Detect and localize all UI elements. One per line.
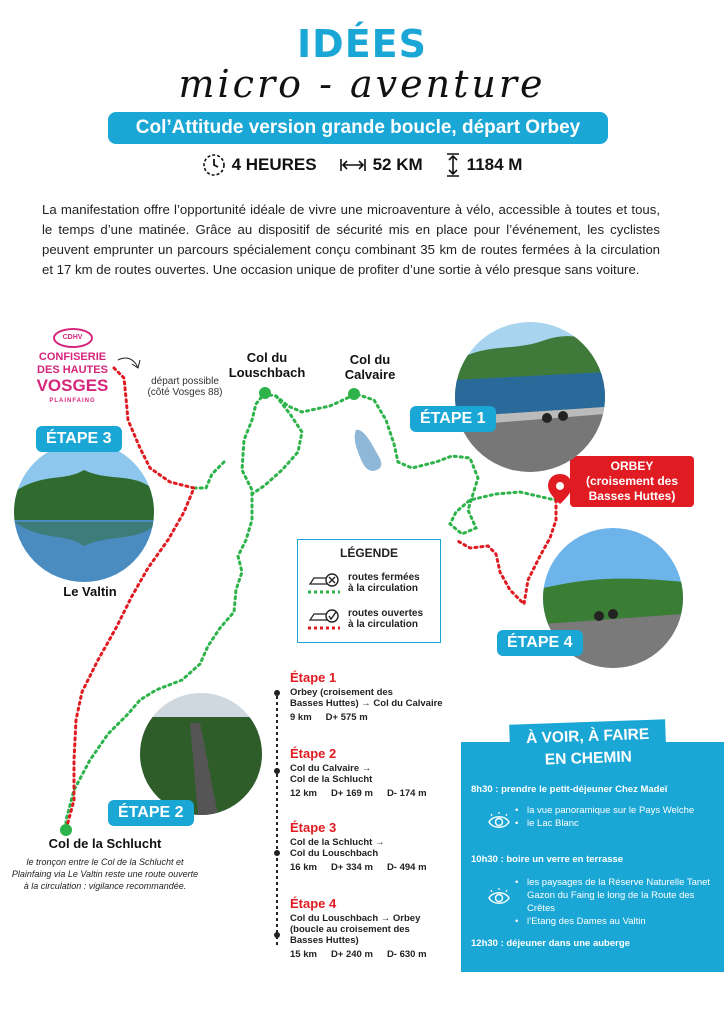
- step-route: Col du Louschbach → Orbey (boucle au croisement des Basses Huttes): [290, 913, 421, 946]
- todo-item: • la vue panoramique sur le Pays Welche: [515, 804, 715, 817]
- car-check-icon: [306, 606, 342, 632]
- step-km: 12 km: [290, 788, 317, 799]
- step-km: 15 km: [290, 949, 317, 960]
- logo-mark: CDHV: [53, 328, 93, 348]
- intro-paragraph: La manifestation offre l’opportunité idéale de vivre une microaventure à vélo, accessible à toutes et tous, le temps d’une matinée. Grâce au dispositif de sécurité mis en place pour l’événement, les cyclistes peuvent emprunter un parcours spécialement conçu combinant 35 km de routes fermées à la circulation et 17 km de routes ouvertes. Une occasion unique de profiter d’une sortie à vélo presque sans voiture.: [42, 202, 660, 277]
- photo-etape-3: [14, 442, 154, 582]
- timeline-dot: [274, 850, 280, 856]
- stat-distance: [339, 155, 423, 175]
- stat-elevation: [445, 152, 523, 178]
- timeline-dot: [274, 932, 280, 938]
- legend-closed-label: routes fermées à la circulation: [348, 572, 420, 594]
- step-title: Étape 3: [290, 820, 337, 835]
- badge-etape-2: ÉTAPE 2: [108, 800, 194, 826]
- logo-line-2: DES HAUTES: [37, 364, 108, 376]
- step-1: [290, 670, 460, 723]
- legend-title: LÉGENDE: [339, 546, 398, 560]
- step-down: D- 174 m: [386, 788, 427, 799]
- duration-value: 4 HEURES: [231, 155, 317, 174]
- legend-closed-row: [306, 570, 420, 596]
- todo-item: • les paysages de la Réserve Naturelle Tanet Gazon du Faing le long de la Route des Crêtes: [515, 876, 715, 915]
- legend: [297, 539, 441, 643]
- eye-icon: [487, 812, 511, 832]
- legend-open-row: [306, 606, 423, 632]
- todo-time-1: 8h30 : prendre le petit-déjeuner Chez Madeï: [471, 784, 668, 795]
- col-schlucht-marker: [60, 824, 72, 836]
- car-crossed-icon: [306, 570, 342, 596]
- closed-road-branch: [252, 396, 302, 494]
- route-stats: [0, 152, 724, 178]
- clock-icon: [202, 153, 226, 177]
- step-route: Col de la Schlucht → Col du Louschbach: [290, 837, 385, 859]
- label-col-calvaire: Col du Calvaire: [344, 352, 396, 382]
- label-col-schlucht: Col de la Schlucht: [48, 836, 162, 851]
- todo-title: À VOIR, À FAIRE EN CHEMIN: [509, 719, 667, 776]
- step-up: D+ 334 m: [330, 862, 373, 873]
- label-le-valtin: Le Valtin: [63, 584, 117, 599]
- steps-timeline: [276, 690, 278, 945]
- legend-open-label: routes ouvertes à la circulation: [348, 608, 424, 630]
- start-note: départ possible (côté Vosges 88): [147, 376, 223, 398]
- step-route: Orbey (croisement des Basses Huttes) → Col du Calvaire: [290, 687, 443, 709]
- step-title: Étape 2: [290, 746, 337, 761]
- step-km: 9 km: [290, 712, 312, 723]
- step-down: D- 494 m: [386, 862, 427, 873]
- photo-etape-1: [455, 322, 605, 472]
- step-4: [290, 896, 460, 960]
- step-title: Étape 1: [290, 670, 337, 685]
- todo-list-2: [515, 876, 715, 928]
- todo-time-2: 10h30 : boire un verre en terrasse: [471, 854, 624, 865]
- step-route: Col du Calvaire → Col de la Schlucht: [290, 763, 373, 785]
- step-down: D- 630 m: [386, 949, 427, 960]
- closed-road-branch-2: [192, 462, 224, 488]
- todo-time-3: 12h30 : déjeuner dans une auberge: [471, 938, 630, 949]
- page-subtitle: micro - aventure: [178, 62, 546, 106]
- todo-box: [461, 742, 724, 972]
- page-title: IDÉES: [297, 22, 427, 66]
- distance-arrows-icon: [339, 155, 367, 175]
- label-orbey: ORBEY (croisement des Basses Huttes): [570, 456, 694, 507]
- step-up: D+ 169 m: [330, 788, 373, 799]
- col-calvaire-marker: [348, 388, 360, 400]
- step-up: D+ 240 m: [330, 949, 373, 960]
- badge-etape-4: ÉTAPE 4: [497, 630, 583, 656]
- todo-item: • le Lac Blanc: [515, 817, 715, 830]
- step-km: 16 km: [290, 862, 317, 873]
- distance-value: 52 KM: [372, 155, 423, 174]
- badge-etape-1: ÉTAPE 1: [410, 406, 496, 432]
- orbey-pin-icon: [548, 474, 572, 504]
- timeline-dot: [274, 768, 280, 774]
- confiserie-logo: [30, 328, 115, 408]
- todo-item: • l’Etang des Dames au Valtin: [515, 915, 715, 928]
- lac-blanc-shape: [355, 430, 382, 471]
- logo-line-4: PLAINFAING: [49, 398, 96, 404]
- badge-etape-3: ÉTAPE 3: [36, 426, 122, 452]
- step-2: [290, 746, 460, 799]
- stat-duration: [202, 153, 317, 177]
- col-louschbach-marker: [259, 387, 271, 399]
- step-up: D+ 575 m: [325, 712, 368, 723]
- photo-etape-2: [140, 693, 262, 815]
- elevation-value: 1184 M: [466, 155, 523, 174]
- schlucht-warning-note: le tronçon entre le Col de la Schlucht et Plainfaing via Le Valtin reste une route ouverte à la circulation : vigilance recommandée.: [11, 857, 199, 891]
- logo-line-1: CONFISERIE: [38, 351, 107, 363]
- start-arrow-icon: [118, 358, 140, 368]
- timeline-dot: [274, 690, 280, 696]
- eye-icon: [487, 888, 511, 908]
- route-title-banner: Col’Attitude version grande boucle, départ Orbey: [108, 112, 608, 144]
- logo-line-3: VOSGES: [36, 376, 109, 395]
- todo-list-1: [515, 804, 715, 830]
- step-title: Étape 4: [290, 896, 337, 911]
- label-col-louschbach: Col du Louschbach: [228, 350, 306, 380]
- elevation-icon: [445, 152, 461, 178]
- step-3: [290, 820, 460, 873]
- open-road-path-east: [456, 494, 556, 604]
